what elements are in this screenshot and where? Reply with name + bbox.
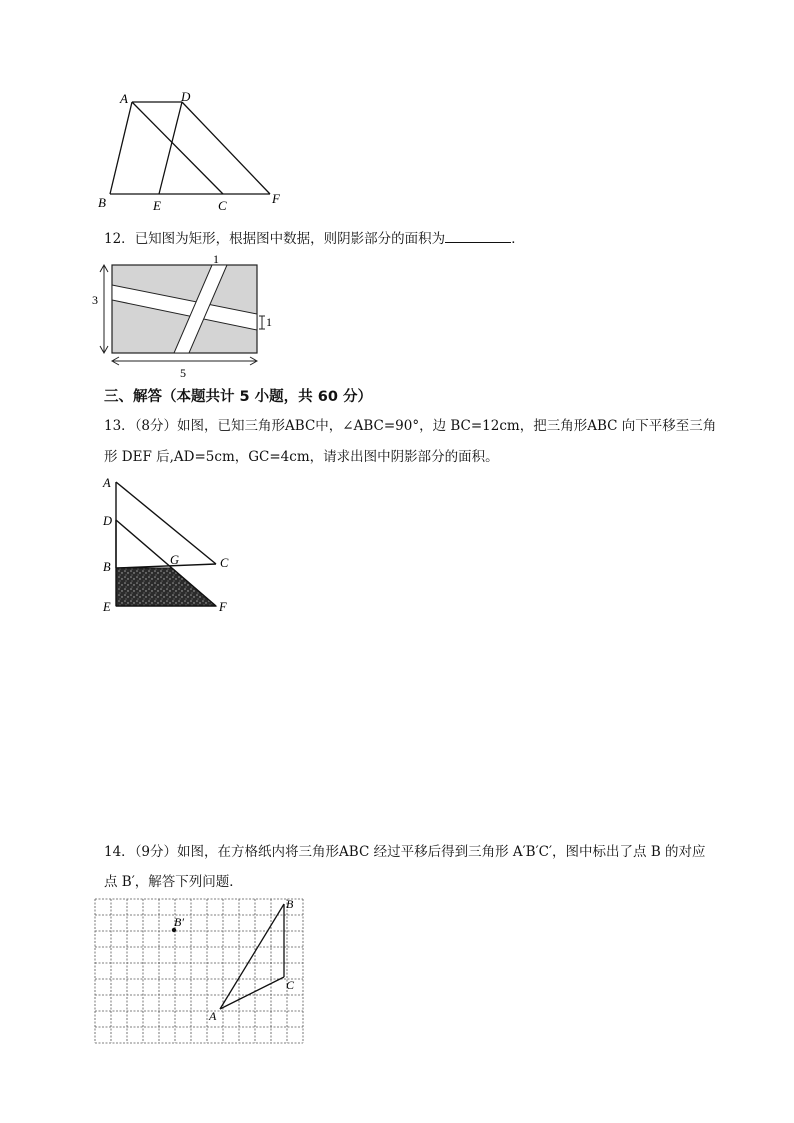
grid-lines: [95, 899, 303, 1043]
section-3-title: 三、解答（本题共计 5 小题，共 60 分）: [104, 389, 372, 405]
shaded-region: [116, 568, 216, 606]
label-d: D: [103, 514, 113, 528]
label-f: F: [272, 191, 280, 206]
width-label: 5: [180, 366, 186, 380]
trapezoid-figure: [90, 86, 300, 216]
q14-line-1: [104, 842, 706, 862]
q12-text-before: 已知图为矩形，根据图中数据，则阴影部分的面积为: [134, 231, 446, 247]
translation-triangle-figure: [100, 474, 250, 620]
rectangle-figure: [90, 252, 280, 380]
q12-number: 12．: [104, 231, 135, 247]
segment-df: [182, 102, 270, 194]
label-a: A: [120, 91, 128, 106]
q14-line-2: 点 B′，解答下列问题．: [104, 874, 243, 890]
label-g: G: [170, 553, 180, 567]
strip-right-label: 1: [266, 315, 272, 329]
strip-top-label: 1: [213, 252, 219, 266]
label-c: C: [286, 978, 295, 992]
segment-bc: [116, 564, 216, 568]
label-a: A: [103, 476, 111, 490]
q13-line-1: [104, 416, 716, 436]
q14-line-1-text: （9分）如图，在方格纸内将三角形ABC 经过平移后得到三角形 A′B′C′，图中标出了点 B 的对应: [134, 844, 706, 860]
label-b: B: [98, 195, 106, 210]
q12-text: [104, 228, 525, 249]
label-c: C: [220, 556, 229, 570]
segment-de: [159, 102, 182, 194]
q13-line-2: 形 DEF 后,AD=5cm，GC=4cm，请求出图中阴影部分的面积。: [104, 449, 499, 465]
label-b: B: [103, 560, 111, 574]
q12-text-after: ．: [511, 231, 525, 247]
grid-figure: [92, 896, 306, 1046]
label-a: A: [209, 1009, 217, 1023]
q13-number: 13．: [104, 418, 135, 434]
q12-answer-blank[interactable]: [445, 228, 511, 243]
label-b-prime: B′: [174, 915, 184, 929]
segment-ac: [116, 482, 216, 564]
label-d: D: [181, 89, 191, 104]
q13-line-1-text: （8分）如图，已知三角形ABC中，∠ABC=90°，边 BC=12cm，把三角形ABC 向下平移至三角: [134, 418, 717, 434]
label-c: C: [218, 198, 227, 213]
height-label: 3: [92, 293, 98, 307]
label-b: B: [286, 897, 294, 911]
label-e: E: [103, 600, 111, 614]
label-e: E: [153, 198, 161, 213]
q14-number: 14．: [104, 844, 135, 860]
label-f: F: [219, 600, 227, 614]
segment-ac: [132, 102, 223, 194]
segment-ab: [110, 102, 132, 194]
